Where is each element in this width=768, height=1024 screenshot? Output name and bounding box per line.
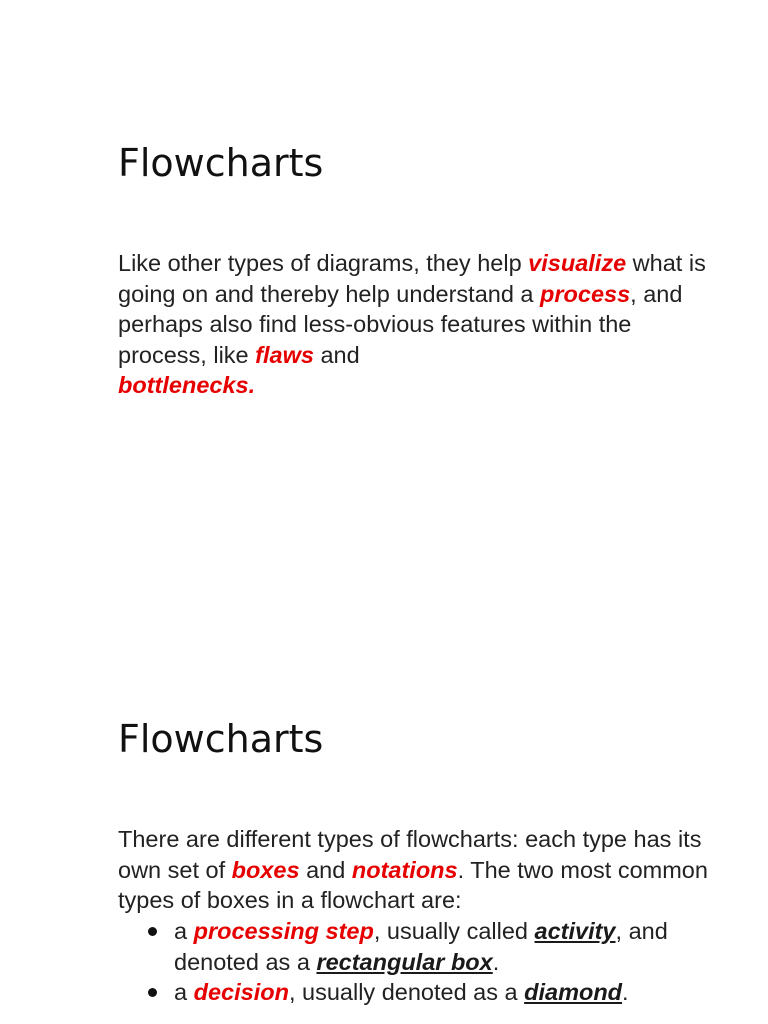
slide-2 <box>0 560 768 1024</box>
keyword-boxes: boxes <box>231 856 300 883</box>
list-text: . <box>622 979 629 1005</box>
keyword-visualize: visualize <box>528 250 627 276</box>
slide-2-paragraph <box>118 824 718 916</box>
paragraph-text: and <box>299 856 352 883</box>
keyword-notations: notations <box>351 856 458 883</box>
slide-1-paragraph <box>118 248 718 401</box>
term-activity: activity <box>534 918 616 944</box>
paragraph-text: , and perhaps also find less-obvious features within the process, like <box>118 280 683 368</box>
keyword-flaws: flaws <box>255 341 314 368</box>
paragraph-text: There are different types of flowcharts: each type has its own set of <box>118 826 702 883</box>
list-text: a <box>174 979 194 1005</box>
keyword-decision: decision <box>193 979 289 1005</box>
keyword-process: process <box>540 280 631 307</box>
paragraph-text: . The two most common types of boxes in a flowchart are: <box>118 856 708 913</box>
list-item <box>118 977 738 1008</box>
keyword-bottlenecks: bottlenecks. <box>118 372 256 398</box>
list-text: . <box>492 948 500 975</box>
paragraph-text: and <box>313 341 360 368</box>
list-text: , and denoted as a <box>174 918 668 975</box>
paragraph-text: what is going on and thereby help understand a <box>118 250 706 307</box>
term-diamond: diamond <box>524 979 623 1005</box>
paragraph-text: Like other types of diagrams, they help <box>118 250 529 276</box>
keyword-processing-step: processing step <box>193 918 374 944</box>
list-item <box>118 916 738 977</box>
term-rectangular-box: rectangular box <box>316 948 493 975</box>
box-types-list <box>118 916 738 1008</box>
list-text: , usually denoted as a <box>288 979 525 1005</box>
slide-2-title: Flowcharts <box>118 717 324 761</box>
list-text: a <box>174 918 194 944</box>
list-text: , usually called <box>373 918 535 944</box>
slide-1-title: Flowcharts <box>118 141 324 185</box>
bullet-dot-icon <box>148 927 157 936</box>
bullet-dot-icon <box>148 988 157 997</box>
